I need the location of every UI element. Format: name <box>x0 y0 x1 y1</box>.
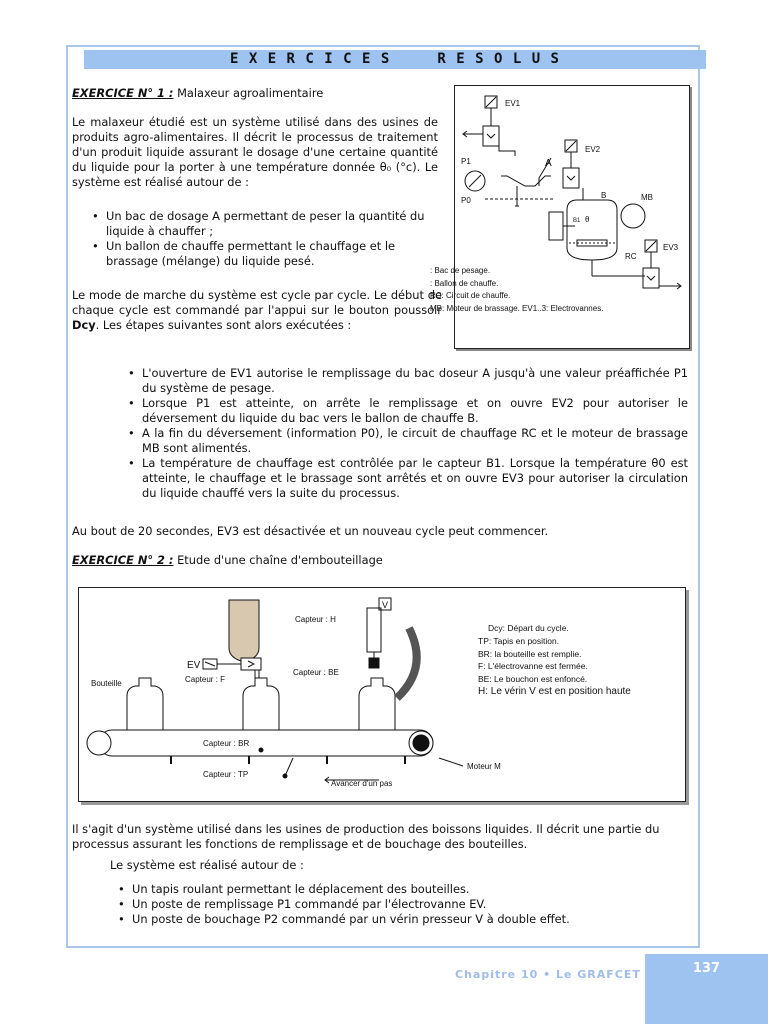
bac-a-icon <box>501 176 551 186</box>
cap-icon <box>369 658 379 668</box>
legend-item: RC: Circuit de chauffe. <box>430 291 511 300</box>
bottle-2 <box>243 678 279 730</box>
ex1-mode-text-end: . Les étapes suivantes sont alors exécutées : <box>95 318 352 332</box>
moteur-label: Moteur M <box>467 762 501 771</box>
capteur-tp-label: Capteur : TP <box>203 770 249 779</box>
bottle-3 <box>359 678 395 730</box>
motor-icon <box>413 735 429 751</box>
bouteille-label: Bouteille <box>91 679 122 688</box>
malaxeur-legend <box>430 265 660 315</box>
legend-item: : Ballon de chauffe. <box>430 278 499 288</box>
ev1-valve-icon <box>483 126 499 146</box>
capteur-be-label: Capteur : BE <box>293 668 339 677</box>
ex1-steps <box>126 366 688 501</box>
rc-label: RC <box>625 252 637 261</box>
legend-item: : Bac de pesage. <box>430 266 491 275</box>
ballon-b-icon <box>567 200 617 260</box>
ex1-mode-dcy: Dcy <box>72 318 96 332</box>
cap-chute-icon <box>397 628 417 698</box>
ev1-label: EV1 <box>505 99 521 108</box>
capteur-h-label: Capteur : H <box>295 615 336 624</box>
ex2-title: EXERCICE N° 2 : <box>72 553 174 567</box>
list-item: • La température de chauffage est contrôlée par le capteur B1. Lorsque la température θ0 est atteinte, le chauffage et le brassage sont arrêtés et on ouvre EV3 pour autoriser la circulation du liquide chauffé vers la suite du processus. <box>126 456 688 501</box>
ex2-subtitle: Etude d'une chaîne d'embouteillage <box>173 553 383 567</box>
p0-label: P0 <box>461 196 471 205</box>
bottle-1 <box>127 678 163 730</box>
ex1-title: EXERCICE N° 1 : <box>72 86 174 100</box>
ex2-intro: Le système est réalisé autour de : <box>110 858 304 872</box>
ex1-end: Au bout de 20 secondes, EV3 est désactivée et un nouveau cycle peut commencer. <box>72 524 549 538</box>
legend-item: H: Le vérin V est en position haute <box>478 685 631 697</box>
capteur-br-label: Capteur : BR <box>203 739 250 748</box>
list-item: • Un ballon de chauffe permettant le chauffage et le brassage (mélange) du liquide pesé. <box>90 239 438 269</box>
capteur-f-label: Capteur : F <box>185 675 226 684</box>
ex1-heading <box>72 86 432 101</box>
list-item: • Un tapis roulant permettant le déplacement des bouteilles. <box>116 882 676 897</box>
conveyor-belt <box>99 730 433 756</box>
ex1-subtitle: Malaxeur agroalimentaire <box>173 86 324 100</box>
ex1-mode-text: Le mode de marche du système est cycle par cycle. Le début de chaque cycle est commandé par l'appui sur le bouton poussoir <box>72 288 442 317</box>
ex1-intro: Le malaxeur étudié est un système utilisé dans des usines de produits agro-alimentaires. Il décrit le processus de traitement d'un produit liquide assurant le dosage d'une certaine quantité du liquide pour la porter à une température donnée θ₀ (°c). Le système est réalisé autour de : <box>72 115 438 189</box>
ev-valve-icon <box>241 658 261 670</box>
ev3-label: EV3 <box>663 243 679 252</box>
legend-item: BE: Le bouchon est enfoncé. <box>478 674 588 685</box>
list-item: • L'ouverture de EV1 autorise le remplissage du bac doseur A jusqu'à une valeur préaffichée P1 du système de pesage. <box>126 366 688 396</box>
list-item: • Un poste de bouchage P2 commandé par un vérin presseur V à double effet. <box>116 912 676 927</box>
mb-motor-icon <box>621 204 645 228</box>
list-item: • A la fin du déversement (information P0), le circuit de chauffage RC et le moteur de brassage MB sont alimentés. <box>126 426 688 456</box>
liquid-tank-icon <box>229 600 259 662</box>
chapter-title: Chapitre 10 • Le GRAFCET <box>455 968 641 981</box>
legend-item: BR: la bouteille est remplie. <box>478 648 582 659</box>
conveyor-roller-left <box>87 731 111 755</box>
cylinder-v-icon <box>367 608 381 652</box>
ev-label: EV <box>187 660 201 671</box>
bottling-legend <box>478 622 688 699</box>
bac-a-label: A <box>545 158 552 169</box>
page-number: 137 <box>645 954 768 1024</box>
ev2-label: EV2 <box>585 145 601 154</box>
v-label: V <box>382 600 389 610</box>
ex2-items <box>116 882 676 927</box>
ex2-heading <box>72 553 572 568</box>
page-header: E X E R C I C E S R E S O L U S <box>84 50 706 69</box>
legend-item: F: L'électrovanne est fermée. <box>478 661 588 672</box>
list-item: • Lorsque P1 est atteinte, on arrête le remplissage et on ouvre EV2 pour autoriser le déversement du liquide du bac vers le ballon de chauffe B. <box>126 396 688 426</box>
ex1-mode <box>72 288 442 333</box>
legend-item: Dcy: Départ du cycle. <box>488 623 569 633</box>
b1-label: B1 <box>573 218 581 224</box>
list-item: • Un poste de remplissage P1 commandé par l'électrovanne EV. <box>116 897 676 912</box>
ex1-components <box>90 209 438 269</box>
ev2-valve-icon <box>563 168 579 188</box>
ex2-desc: Il s'agit d'un système utilisé dans les usines de production des boissons liquides. Il décrit une partie du processus assurant les fonctions de remplissage et de bouchage des bouteilles. <box>72 822 660 851</box>
legend-item: TP: Tapis en position. <box>478 635 560 646</box>
p1-label: P1 <box>461 157 471 166</box>
theta-label: θ <box>585 215 590 224</box>
avancer-label: Avancer d'un pas <box>331 779 393 788</box>
ballon-b-label: B <box>601 191 607 200</box>
mb-label: MB <box>641 193 653 202</box>
list-item: • Un bac de dosage A permettant de peser la quantité du liquide à chauffer ; <box>90 209 438 239</box>
legend-item: MB: Moteur de brassage. EV1..3: Electrovannes. <box>430 303 604 313</box>
